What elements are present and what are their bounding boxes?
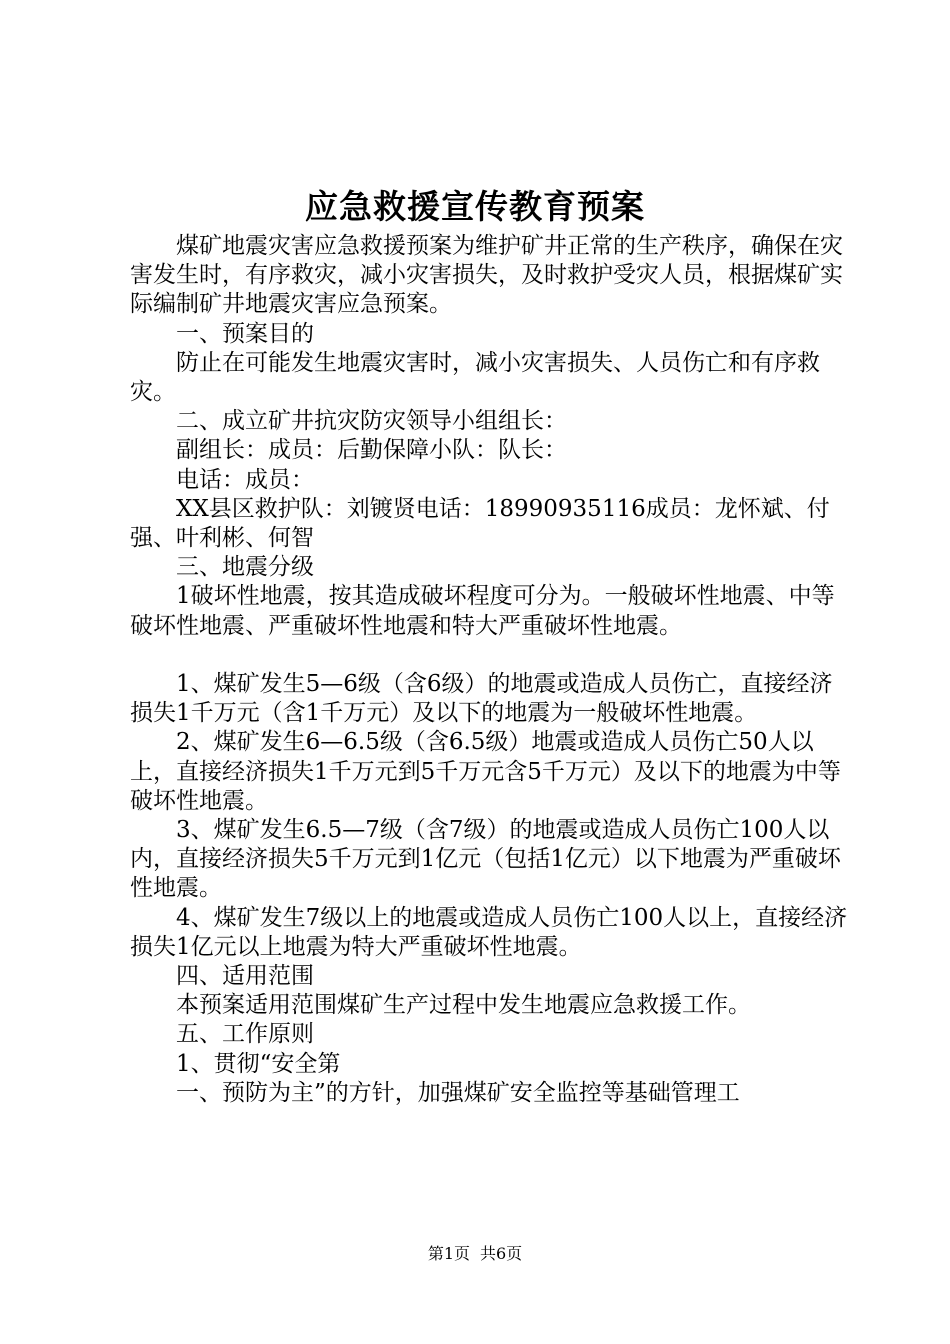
paragraph: 1、贯彻“安全第 [176, 1050, 341, 1077]
document-body [130, 232, 850, 1108]
paragraph: 4、煤矿发生7级以上的地震或造成人员伤亡100人以上，直接经济损失1亿元以上地震为特大严重破坏性地震。 [130, 904, 848, 960]
page-title: 应急救援宣传教育预案 [305, 187, 645, 226]
paragraph: 3、煤矿发生6.5—7级（含7级）的地震或造成人员伤亡100人以内，直接经济损失5千万元到1亿元（包括1亿元）以下地震为严重破坏性地震。 [130, 817, 841, 902]
page-number: 第1页 [427, 1244, 470, 1263]
page-footer [0, 1244, 950, 1264]
paragraph: 2、煤矿发生6—6.5级（含6.5级）地震或造成人员伤亡50人以上，直接经济损失1千万元到5千万元含5千万元）及以下的地震为中等破坏性地震。 [130, 729, 841, 814]
page-total: 共6页 [480, 1244, 523, 1263]
blank-line [130, 641, 850, 670]
paragraph: 防止在可能发生地震灾害时，减小灾害损失、人员伤亡和有序救灾。 [130, 349, 820, 406]
paragraph: 本预案适用范围煤矿生产过程中发生地震应急救援工作。 [176, 992, 751, 1019]
paragraph: 1破坏性地震，按其造成破坏程度可分为。一般破坏性地震、中等破坏性地震、严重破坏性地震和特大严重破坏性地震。 [130, 583, 835, 639]
section-heading: 一、预案目的 [176, 320, 314, 347]
paragraph: 一、预防为主”的方针，加强煤矿安全监控等基础管理工 [176, 1079, 740, 1106]
paragraph: 副组长：成员：后勤保障小队：队长： [176, 437, 567, 464]
paragraph: 煤矿地震灾害应急救援预案为维护矿井正常的生产秩序，确保在灾害发生时，有序救灾，减小灾害损失，及时救护受灾人员，根据煤矿实际编制矿井地震灾害应急预案。 [130, 233, 843, 318]
section-heading: 四、适用范围 [176, 963, 314, 990]
section-heading: 二、成立矿井抗灾防灾领导小组组长： [176, 408, 567, 435]
paragraph: 1、煤矿发生5—6级（含6级）的地震或造成人员伤亡，直接经济损失1千万元（含1千万元）及以下的地震为一般破坏性地震。 [130, 671, 833, 727]
paragraph: XX县区救护队：刘镀贤电话：18990935116成员：龙怀斌、付强、叶利彬、何智 [130, 495, 830, 552]
paragraph: 电话：成员： [176, 466, 314, 493]
section-heading: 三、地震分级 [176, 554, 314, 581]
section-heading: 五、工作原则 [176, 1021, 314, 1048]
